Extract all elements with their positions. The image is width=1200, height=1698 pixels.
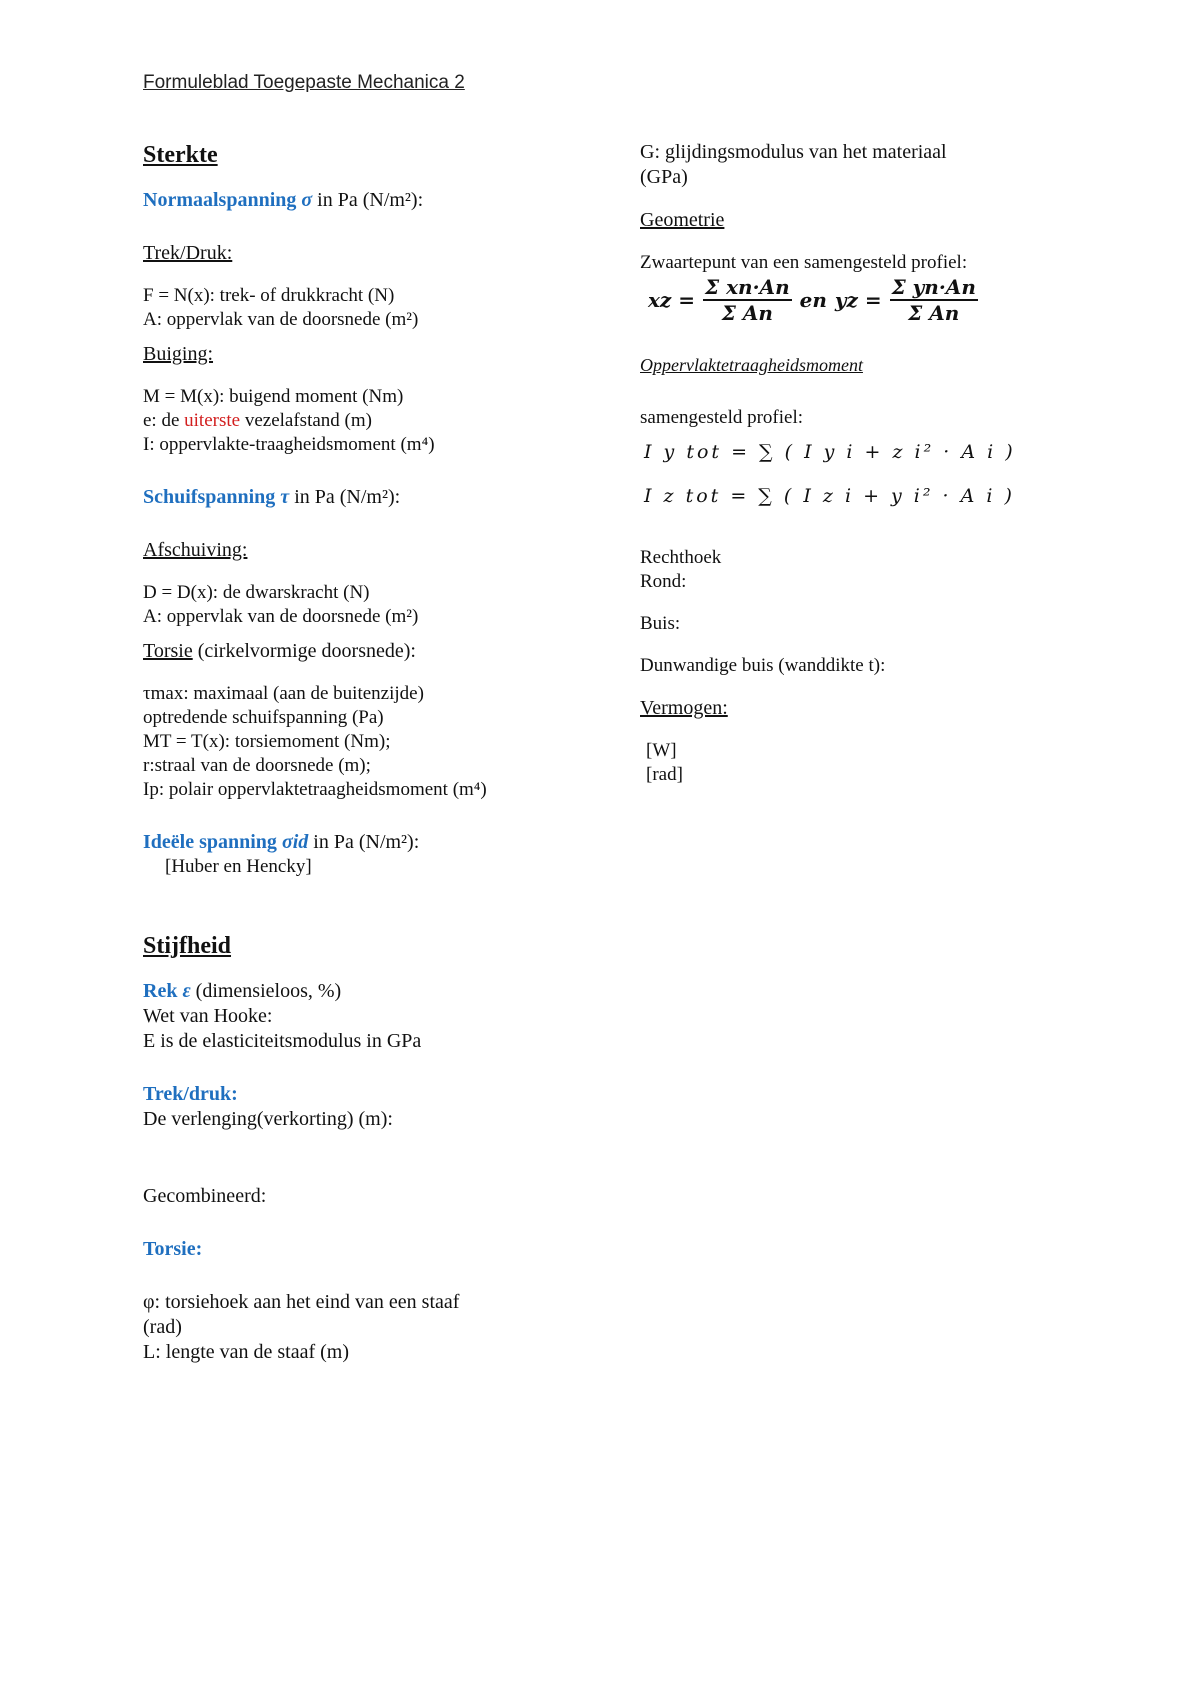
f-definition: F = N(x): trek- of drukkracht (N) — [143, 285, 395, 306]
y-denominator: Σ An — [908, 301, 960, 325]
d-definition: D = D(x): de dwarskracht (N) — [143, 582, 370, 603]
xz-label: xz = — [648, 288, 696, 312]
rek-title: Rek — [143, 980, 178, 1002]
schuif-title: Schuifspanning — [143, 486, 276, 508]
torsie-suffix: (cirkelvormige doorsnede): — [197, 640, 416, 662]
y-fraction — [890, 275, 978, 325]
gecombineerd-label: Gecombineerd: — [143, 1185, 267, 1207]
dunwandig-label: Dunwandige buis (wanddikte t): — [640, 655, 886, 676]
right-column — [640, 140, 1080, 787]
normaal-heading — [143, 188, 613, 213]
torsie-heading-2: Torsie: — [143, 1238, 203, 1260]
i-definition: I: oppervlakte-traagheidsmoment (m⁴) — [143, 434, 435, 455]
rek-heading — [143, 979, 613, 1004]
en-label: en — [799, 288, 827, 312]
trekdruk-label: Trek/Druk: — [143, 242, 233, 264]
e-prefix: e: de — [143, 410, 180, 431]
e-definition — [143, 409, 613, 433]
epsilon-symbol: ε — [182, 980, 191, 1002]
left-column — [143, 140, 613, 1365]
rek-suffix: (dimensieloos, %) — [195, 980, 342, 1002]
w-unit: [W] — [646, 740, 677, 761]
geometrie-label: Geometrie — [640, 209, 725, 231]
buis-label: Buis: — [640, 613, 681, 634]
rad-unit-right: [rad] — [646, 764, 683, 785]
rechthoek-label: Rechthoek — [640, 547, 722, 568]
e-modulus-definition: E is de elasticiteitsmodulus in GPa — [143, 1030, 422, 1052]
schuifspanning-definition: optredende schuifspanning (Pa) — [143, 707, 384, 728]
sigma-symbol: σ — [301, 189, 313, 211]
schuif-unit: in Pa (N/m²): — [294, 486, 401, 508]
y-numerator: Σ yn·An — [891, 275, 976, 299]
mt-definition: MT = T(x): torsiemoment (Nm); — [143, 731, 391, 752]
phi-definition: φ: torsiehoek aan het eind van een staaf — [143, 1291, 460, 1313]
a-definition: A: oppervlak van de doorsnede (m²) — [143, 309, 419, 330]
zwaartepunt-label: Zwaartepunt van een samengesteld profiel: — [640, 252, 968, 273]
yz-label: yz = — [834, 288, 882, 312]
verlenging-label: De verlenging(verkorting) (m): — [143, 1108, 393, 1130]
section-sterkte: Sterkte — [143, 142, 218, 168]
torsie-label: Torsie — [143, 640, 193, 662]
schuif-heading — [143, 485, 613, 510]
a-definition-2: A: oppervlak van de doorsnede (m²) — [143, 606, 419, 627]
afschuiving-label: Afschuiving: — [143, 539, 248, 561]
tau-symbol: τ — [280, 486, 290, 508]
sigma-id-symbol: σid — [281, 831, 309, 853]
rond-label: Rond: — [640, 571, 687, 592]
oppervlak-label: Oppervlaktetraagheidsmoment — [640, 355, 863, 375]
g-definition-1: G: glijdingsmodulus van het materiaal — [640, 141, 947, 163]
samengesteld-label: samengesteld profiel: — [640, 407, 804, 428]
buiging-label: Buiging: — [143, 343, 214, 365]
r-definition: r:straal van de doorsnede (m); — [143, 755, 371, 776]
huber-note: [Huber en Hencky] — [165, 856, 312, 877]
normaal-unit: in Pa (N/m²): — [317, 189, 424, 211]
ideale-unit: in Pa (N/m²): — [313, 831, 420, 853]
steiner-formula-z: I z tot = ∑ ( I z i + y i² · A i ) — [644, 485, 1015, 507]
section-stijfheid: Stijfheid — [143, 933, 232, 959]
tmax-definition: τmax: maximaal (aan de buitenzijde) — [143, 683, 424, 704]
m-definition: M = M(x): buigend moment (Nm) — [143, 386, 404, 407]
rad-unit: (rad) — [143, 1316, 182, 1338]
x-fraction — [703, 275, 792, 325]
trekdruk-heading: Trek/druk: — [143, 1083, 238, 1105]
ideale-heading — [143, 830, 613, 855]
ip-definition: Ip: polair oppervlaktetraagheidsmoment (m⁴) — [143, 779, 487, 800]
x-numerator: Σ xn·An — [705, 275, 790, 299]
g-definition-2: (GPa) — [640, 166, 688, 188]
steiner-formula-y: I y tot = ∑ ( I y i + z i² · A i ) — [644, 441, 1016, 463]
hooke-label: Wet van Hooke: — [143, 1005, 273, 1027]
l-definition: L: lengte van de staaf (m) — [143, 1341, 350, 1363]
ideale-title: Ideële spanning — [143, 831, 277, 853]
e-highlight: uiterste — [184, 410, 241, 431]
page-header: Formuleblad Toegepaste Mechanica 2 — [143, 72, 465, 93]
vermogen-label: Vermogen: — [640, 697, 728, 719]
x-denominator: Σ An — [721, 301, 773, 325]
centroid-formula — [648, 275, 1080, 325]
normaal-title: Normaalspanning — [143, 189, 297, 211]
torsie-heading — [143, 639, 613, 664]
e-suffix: vezelafstand (m) — [244, 410, 372, 431]
